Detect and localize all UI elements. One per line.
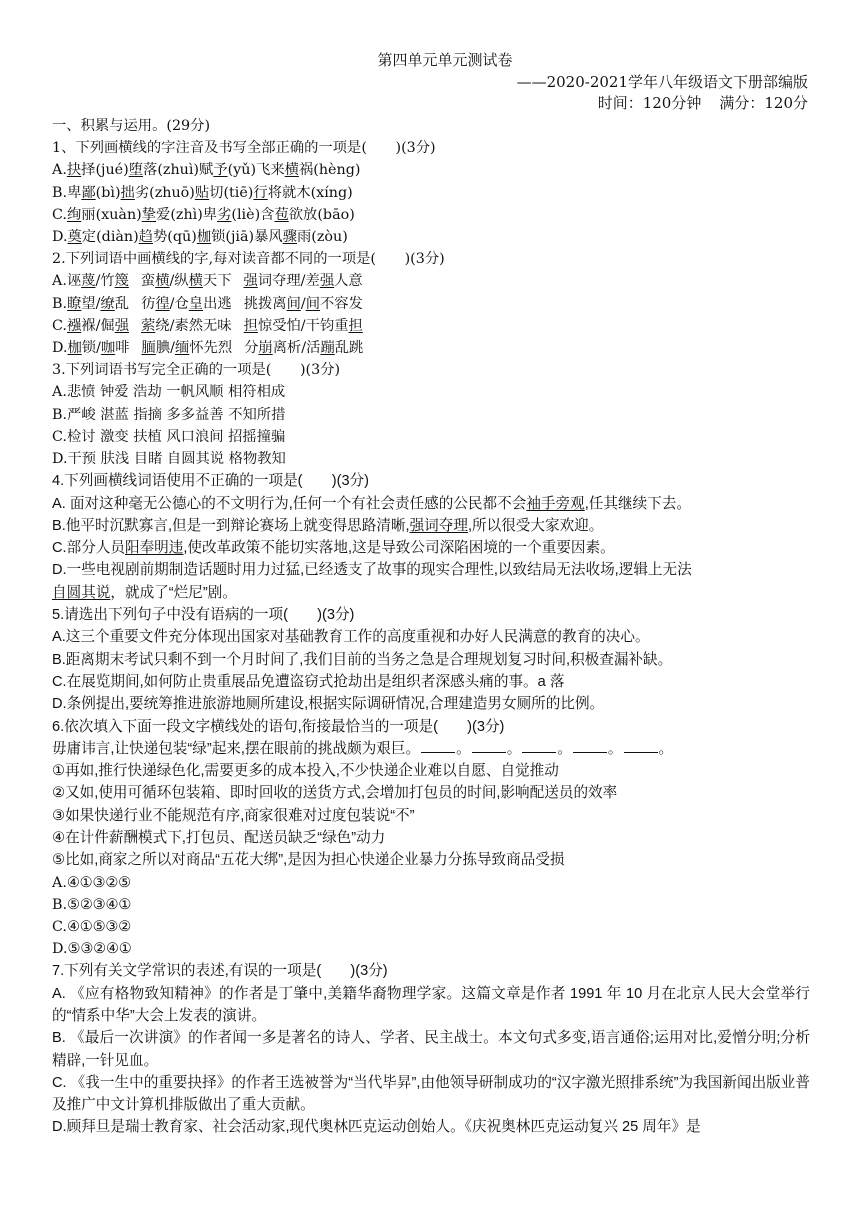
question-5-option-d: D.条例提出,要统筹推进旅游地厕所建设,根据实际调研情况,合理建造男女厕所的比例。: [52, 696, 605, 713]
question-2-option-a: A.诬蔑/竹篾 蛮横/纵横天下 强词夺理/差强人意: [52, 273, 363, 290]
question-6-option-a: A.④①③②⑤: [52, 874, 131, 891]
exam-score: 满分：120分: [719, 94, 808, 112]
question-1-option-c: C.绚丽(xuàn)挚爱(zhì)卑劣(liè)含苞欲放(bāo): [52, 206, 355, 223]
question-3-option-c: C.检讨 激变 扶植 风口浪间 招摇撞骗: [52, 428, 286, 445]
question-1-option-b: B.卑鄙(bì)拙劣(zhuō)贴切(tiē)行将就木(xíng): [52, 184, 353, 201]
question-7-option-d: D.顾拜旦是瑞士教育家、社会活动家,现代奥林匹克运动创始人。《庆祝奥林匹克运动复兴 25 周年》是: [52, 1119, 701, 1136]
question-6-stem: 6.依次填入下面一段文字横线处的语句,衔接最恰当的一项是( )(3分): [52, 718, 505, 735]
question-3-option-b: B.严峻 湛蓝 指摘 多多益善 不知所措: [52, 406, 286, 423]
page-subtitle: ——2020-2021学年八年级语文下册部编版: [516, 73, 808, 91]
question-2-stem: 2.下列词语中画横线的字,每对读音都不同的一项是( )(3分): [52, 251, 445, 268]
exam-info: [52, 93, 810, 115]
question-5-option-b: B.距离期末考试只剩不到一个月时间了,我们目前的当务之急是合理规划复习时间,积极查漏补缺。: [52, 651, 673, 668]
question-1-option-d: D.奠定(diàn)趋势(qū)枷锁(jiā)暴风骤雨(zòu): [52, 229, 348, 246]
fill-blank: [522, 738, 556, 753]
question-6-item: ③如果快递行业不能规范有序,商家很难对过度包装说“不”: [52, 807, 415, 824]
question-4-option-c: C.部分人员阳奉明违,使改革政策不能切实落地,这是导致公司深陷困境的一个重要因素。: [52, 540, 615, 557]
question-6-option-b: B.⑤②③④①: [52, 896, 132, 913]
question-4-option-a: A. 面对这种毫无公德心的不文明行为,任何一个有社会责任感的公民都不会袖手旁观,任其继续下去。: [52, 495, 691, 512]
question-6-item: ④在计件薪酬模式下,打包员、配送员缺乏“绿色”动力: [52, 830, 386, 846]
question-4-option-b: B.他平时沉默寡言,但是一到辩论赛场上就变得思路清晰,强词夺理,所以很受大家欢迎。: [52, 517, 604, 534]
question-7-option-c: C. 《我一生中的重要抉择》的作者王选被誉为“当代毕昇”,由他领导研制成功的“汉字激光照排系统”为我国新闻出版业普及推广中文计算机排版做出了重大贡献。: [52, 1074, 810, 1114]
question-3-stem: 3.下列词语书写完全正确的一项是( )(3分): [52, 362, 341, 379]
question-1-stem: 1、下列画横线的字注音及书写全部正确的一项是( )(3分): [52, 140, 436, 157]
question-2-option-b: B.瞭望/缭乱 彷徨/仓皇出逃 挑拨离间/间不容发: [52, 295, 363, 312]
question-4-stem: 4.下列画横线词语使用不正确的一项是( )(3分): [52, 473, 370, 490]
question-6-option-d: D.⑤③②④①: [52, 941, 132, 958]
question-5-option-a: A.这三个重要文件充分体现出国家对基础教育工作的高度重视和办好人民满意的教育的决心。: [52, 629, 650, 646]
section-heading: 一、积累与运用。(29分): [52, 118, 211, 134]
question-2-option-d: D.枷锁/咖啡 腼腆/缅怀先烈 分崩离析/活蹦乱跳: [52, 340, 364, 357]
fill-blank: [624, 738, 658, 753]
question-7-option-a: A. 《应有格物致知精神》的作者是丁肇中,美籍华裔物理学家。这篇文章是作者 1991 年 10 月在北京人民大会堂举行的“情系中华”大会上发表的演讲。: [52, 985, 810, 1024]
question-6-item: ②又如,使用可循环包装箱、即时回收的送货方式,会增加打包员的时间,影响配送员的效率: [52, 785, 618, 802]
question-7-option-b: B. 《最后一次讲演》的作者闻一多是著名的诗人、学者、民主战士。本文句式多变,语言通俗;运用对比,爱憎分明;分析精辟,一针见血。: [52, 1030, 810, 1069]
fill-blank: [472, 738, 506, 753]
question-6-option-c: C.④①⑤③②: [52, 919, 132, 935]
question-7-stem: 7.下列有关文学常识的表述,有误的一项是( )(3分): [52, 963, 388, 980]
question-6-item: ①再如,推行快递绿色化,需要更多的成本投入,不少快递企业难以自愿、自觉推动: [52, 763, 559, 780]
exam-time: 时间：120分钟: [597, 94, 702, 112]
question-3-option-d: D.干预 肤浅 目睹 自圆其说 格物教知: [52, 451, 286, 468]
question-5-stem: 5.请选出下列句子中没有语病的一项( )(3分): [52, 607, 355, 624]
page-title: 第四单元单元测试卷: [377, 51, 513, 69]
fill-blank: [573, 738, 607, 753]
question-6-passage: 毋庸讳言,让快递包装“绿”起来,摆在眼前的挑战颇为艰巨。 。 。 。 。 。: [52, 738, 810, 760]
question-4-option-d: D.一些电视剧前期制造话题时用力过猛,已经透支了故事的现实合理性,以致结局无法收场,逻辑上无法: [52, 562, 692, 579]
fill-blank: [421, 738, 455, 753]
question-4-option-d-cont: 自圆其说，就成了“烂尼”剧。: [52, 584, 237, 601]
question-3-option-a: A.悲愤 钟爱 浩劫 一帆风顺 相符相成: [52, 384, 286, 401]
question-5-option-c: C.在展览期间,如何防止贵重展品免遭盗窃式抢劫出是组织者深感头痛的事。a 落: [52, 673, 565, 690]
question-1-option-a: A.抉择(jué)堕落(zhuì)赋予(yǔ)飞来横祸(hèng): [52, 162, 361, 179]
question-6-item: ⑤比如,商家之所以对商品“五花大绑”,是因为担心快递企业暴力分拣导致商品受损: [52, 852, 565, 869]
question-2-option-c: C.襁褓/倔强 萦绕/素然无味 担惊受怕/干钧重担: [52, 317, 363, 334]
